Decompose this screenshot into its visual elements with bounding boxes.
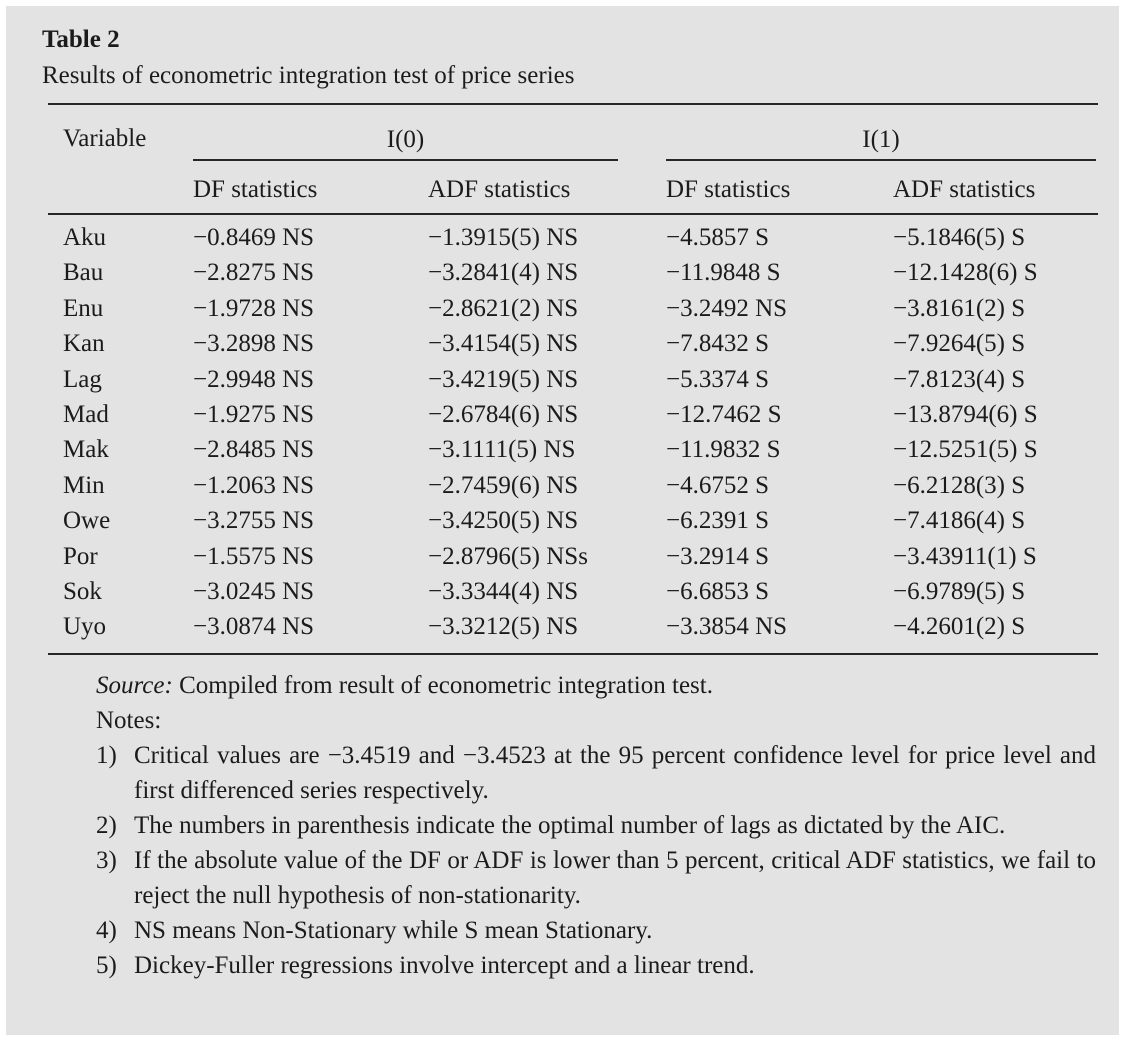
table-row: [48, 503, 1098, 538]
results-table: [48, 103, 1098, 655]
row-value-i1_adf: −12.1428(6) S: [893, 259, 1038, 287]
table-row: [48, 255, 1098, 290]
row-value-i0_df: −1.9275 NS: [193, 401, 315, 429]
note-item: [96, 913, 1096, 948]
source-line: [96, 668, 1096, 703]
note-text: Dickey-Fuller regressions involve intercept and a linear trend.: [134, 951, 755, 979]
group-header-row: [48, 105, 1098, 161]
row-value-i0_df: −2.9948 NS: [193, 365, 315, 393]
row-value-i1_adf: −3.8161(2) S: [893, 294, 1026, 322]
row-variable: Owe: [63, 507, 111, 535]
notes-section: [96, 668, 1096, 983]
row-value-i0_df: −1.9728 NS: [193, 294, 315, 322]
table-body: [48, 215, 1098, 655]
row-value-i1_adf: −4.2601(2) S: [893, 613, 1026, 641]
row-value-i1_adf: −7.9264(5) S: [893, 330, 1026, 358]
row-value-i0_adf: −3.4250(5) NS: [428, 507, 579, 535]
source-label: Source:: [96, 671, 173, 699]
row-value-i0_adf: −2.8621(2) NS: [428, 294, 579, 322]
row-value-i1_df: −11.9832 S: [666, 436, 781, 464]
note-item: [96, 843, 1096, 913]
row-value-i1_df: −12.7462 S: [666, 401, 782, 429]
row-value-i0_df: −2.8275 NS: [193, 259, 315, 287]
note-number: 4): [96, 916, 117, 944]
row-variable: Mad: [63, 401, 109, 429]
row-variable: Bau: [63, 259, 104, 287]
row-value-i1_df: −11.9848 S: [666, 259, 781, 287]
row-value-i1_adf: −6.2128(3) S: [893, 471, 1026, 499]
row-value-i0_adf: −2.8796(5) NSs: [428, 542, 588, 570]
row-value-i0_df: −3.2755 NS: [193, 507, 315, 535]
row-value-i1_df: −6.6853 S: [666, 578, 770, 606]
col-header-variable: Variable: [63, 125, 147, 152]
row-value-i1_adf: −3.43911(1) S: [893, 542, 1037, 570]
row-value-i1_df: −3.2492 NS: [666, 294, 788, 322]
table-row: [48, 397, 1098, 432]
note-item: [96, 808, 1096, 843]
col-header-i0-df: DF statistics: [193, 176, 318, 203]
sub-header-row: [48, 161, 1098, 213]
group-header-i1-label: I(1): [666, 126, 1096, 161]
row-value-i0_adf: −3.4219(5) NS: [428, 365, 579, 393]
row-value-i1_df: −4.6752 S: [666, 471, 770, 499]
table-row: [48, 539, 1098, 574]
note-text: The numbers in parenthesis indicate the optimal number of lags as dictated by the AIC.: [134, 811, 1006, 839]
note-item: [96, 738, 1096, 808]
row-value-i0_df: −1.5575 NS: [193, 542, 315, 570]
col-header-i1-adf: ADF statistics: [893, 176, 1036, 203]
group-header-i1: [666, 126, 1098, 161]
row-variable: Uyo: [63, 613, 107, 641]
row-value-i0_adf: −3.2841(4) NS: [428, 259, 579, 287]
page-content: [6, 6, 1119, 983]
row-value-i0_adf: −2.6784(6) NS: [428, 401, 579, 429]
row-value-i1_df: −4.5857 S: [666, 224, 770, 251]
row-value-i0_adf: −3.3344(4) NS: [428, 578, 579, 606]
table-subtitle: Results of econometric integration test of price series: [42, 62, 575, 89]
row-value-i0_df: −1.2063 NS: [193, 471, 315, 499]
row-variable: Por: [63, 542, 98, 570]
row-value-i0_df: −3.0245 NS: [193, 578, 315, 606]
row-variable: Sok: [63, 578, 102, 606]
table-row: [48, 291, 1098, 326]
note-text: If the absolute value of the DF or ADF is lower than 5 percent, critical ADF statistics, we fail to reject the null hypothesis of non-stationarity.: [134, 846, 1096, 909]
note-item: [96, 948, 1096, 983]
row-value-i1_df: −3.3854 NS: [666, 613, 788, 641]
table-row: [48, 574, 1098, 609]
row-value-i1_adf: −13.8794(6) S: [893, 401, 1038, 429]
row-value-i0_adf: −1.3915(5) NS: [428, 224, 579, 251]
table-row: [48, 362, 1098, 397]
row-value-i1_adf: −12.5251(5) S: [893, 436, 1038, 464]
paper-page: [6, 6, 1119, 1035]
row-variable: Lag: [63, 365, 102, 393]
row-value-i1_df: −3.2914 S: [666, 542, 770, 570]
row-value-i0_df: −3.2898 NS: [193, 330, 315, 358]
row-value-i1_adf: −7.8123(4) S: [893, 365, 1026, 393]
table-row: [48, 220, 1098, 255]
note-number: 2): [96, 811, 117, 839]
col-header-i1-df: DF statistics: [666, 176, 791, 203]
row-value-i0_df: −0.8469 NS: [193, 224, 315, 251]
notes-list: [96, 738, 1096, 983]
note-number: 3): [96, 846, 117, 874]
row-variable: Mak: [63, 436, 109, 464]
row-value-i0_df: −2.8485 NS: [193, 436, 315, 464]
col-header-i0-adf: ADF statistics: [428, 176, 571, 203]
table-row: [48, 609, 1098, 644]
note-text: NS means Non-Stationary while S mean Stationary.: [134, 916, 653, 944]
row-value-i1_adf: −6.9789(5) S: [893, 578, 1026, 606]
row-value-i0_adf: −2.7459(6) NS: [428, 471, 579, 499]
row-value-i0_adf: −3.3212(5) NS: [428, 613, 579, 641]
row-value-i1_df: −7.8432 S: [666, 330, 770, 358]
group-header-i0: [193, 126, 666, 161]
row-variable: Kan: [63, 330, 105, 358]
table-row: [48, 432, 1098, 467]
row-value-i1_adf: −5.1846(5) S: [893, 224, 1026, 251]
row-value-i0_df: −3.0874 NS: [193, 613, 315, 641]
row-value-i1_df: −5.3374 S: [666, 365, 770, 393]
row-value-i1_adf: −7.4186(4) S: [893, 507, 1026, 535]
note-text: Critical values are −3.4519 and −3.4523 at the 95 percent confidence level for price level and first differenced series respectively.: [134, 741, 1096, 804]
row-variable: Enu: [63, 294, 104, 322]
note-number: 5): [96, 951, 117, 979]
table-row: [48, 468, 1098, 503]
note-number: 1): [96, 741, 117, 769]
row-value-i0_adf: −3.1111(5) NS: [428, 436, 576, 464]
table-caption: [42, 24, 1119, 93]
group-header-i0-label: I(0): [193, 126, 618, 161]
table-title: Table 2: [42, 26, 120, 53]
row-variable: Min: [63, 471, 105, 499]
row-value-i1_df: −6.2391 S: [666, 507, 770, 535]
row-value-i0_adf: −3.4154(5) NS: [428, 330, 579, 358]
notes-label: Notes:: [96, 706, 162, 734]
source-text: Compiled from result of econometric integration test.: [172, 671, 713, 699]
table-row: [48, 326, 1098, 361]
row-variable: Aku: [63, 224, 107, 251]
table-header: [48, 105, 1098, 215]
